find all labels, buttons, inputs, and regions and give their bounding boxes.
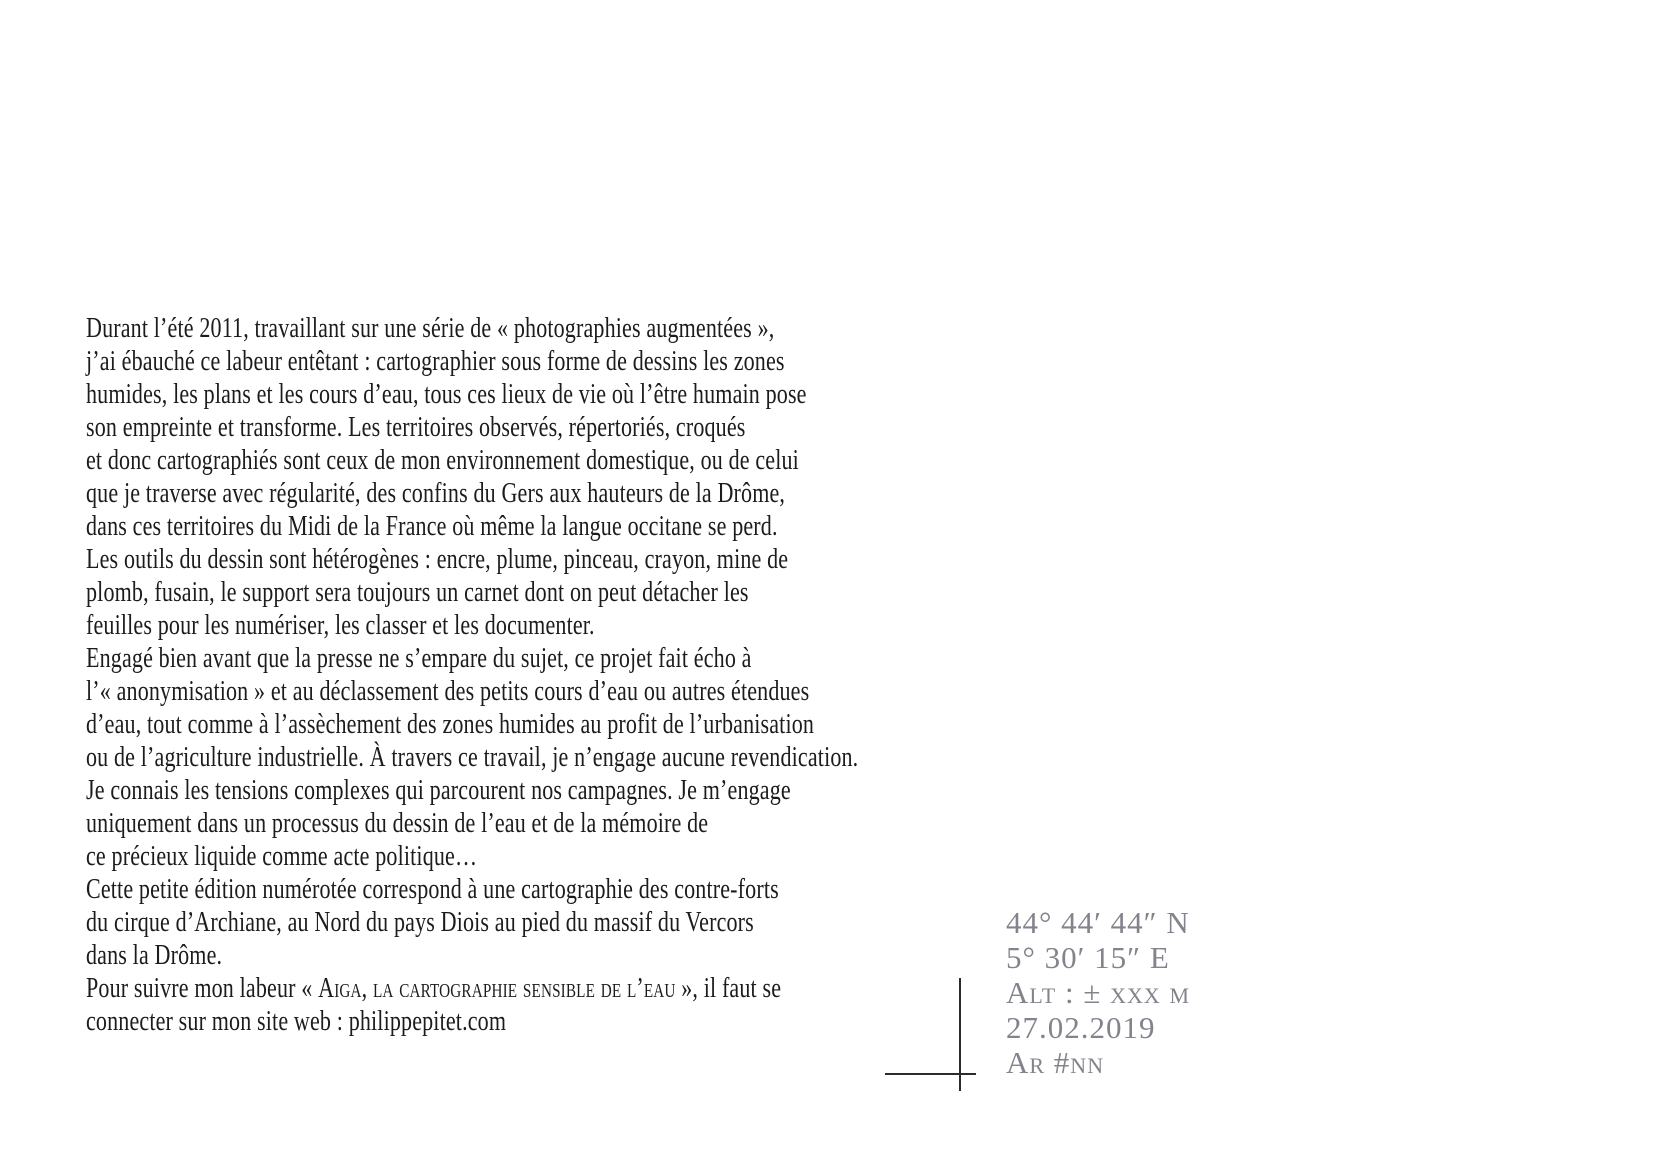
text-line: que je traverse avec régularité, des confins du Gers aux hauteurs de la Drôme, <box>86 477 786 509</box>
text-line: l’« anonymisation » et au déclassement des petits cours d’eau ou autres étendues <box>86 675 810 707</box>
text-line: Je connais les tensions complexes qui parcourent nos campagnes. Je m’engage <box>86 774 791 806</box>
text-line: Engagé bien avant que la presse ne s’empare du sujet, ce projet fait écho à <box>86 642 752 674</box>
text-line-project-title <box>86 972 858 1005</box>
text-line: Cette petite édition numérotée correspond à une cartographie des contre-forts <box>86 873 779 905</box>
text-line-website: connecter sur mon site web : philippepitet.com <box>86 1005 507 1037</box>
longitude: 5° 30′ 15″ E <box>1006 940 1170 975</box>
text-line: ce précieux liquide comme acte politique… <box>86 840 478 872</box>
text-line: du cirque d’Archiane, au Nord du pays Diois au pied du massif du Vercors <box>86 906 754 938</box>
text-line: humides, les plans et les cours d’eau, tous ces lieux de vie où l’être humain pose <box>86 378 807 410</box>
text-line: feuilles pour les numériser, les classer et les documenter. <box>86 609 595 641</box>
text-line: et donc cartographiés sont ceux de mon environnement domestique, ou de celui <box>86 444 799 476</box>
text-line: dans la Drôme. <box>86 939 223 971</box>
text-line: Les outils du dessin sont hétérogènes : encre, plume, pinceau, crayon, mine de <box>86 543 789 575</box>
text-line: j’ai ébauché ce labeur entêtant : cartographier sous forme de dessins les zones <box>86 345 785 377</box>
text-segment: Pour suivre mon labeur « <box>86 972 319 1004</box>
date: 27.02.2019 <box>1006 1010 1156 1045</box>
altitude: Alt : ± xxx m <box>1006 975 1191 1010</box>
text-segment: », il faut se <box>675 972 782 1004</box>
text-line: d’eau, tout comme à l’assèchement des zones humides au profit de l’urbanisation <box>86 708 815 740</box>
registration-mark-horizontal-line <box>885 1073 976 1075</box>
plate-metadata <box>1006 905 1190 1080</box>
text-line: dans ces territoires du Midi de la France où même la langue occitane se perd. <box>86 510 778 542</box>
text-line: Durant l’été 2011, travaillant sur une série de « photographies augmentées », <box>86 312 775 344</box>
edition-number: Ar #nn <box>1006 1045 1105 1080</box>
project-title-smallcaps: Aiga, la cartographie sensible de l’eau <box>318 972 676 1004</box>
introduction-text <box>86 312 858 1038</box>
text-line: son empreinte et transforme. Les territoires observés, répertoriés, croqués <box>86 411 746 443</box>
text-line: plomb, fusain, le support sera toujours un carnet dont on peut détacher les <box>86 576 749 608</box>
text-line: ou de l’agriculture industrielle. À travers ce travail, je n’engage aucune revendication. <box>86 741 859 773</box>
latitude: 44° 44′ 44″ N <box>1006 905 1190 940</box>
text-line: uniquement dans un processus du dessin de l’eau et de la mémoire de <box>86 807 709 839</box>
